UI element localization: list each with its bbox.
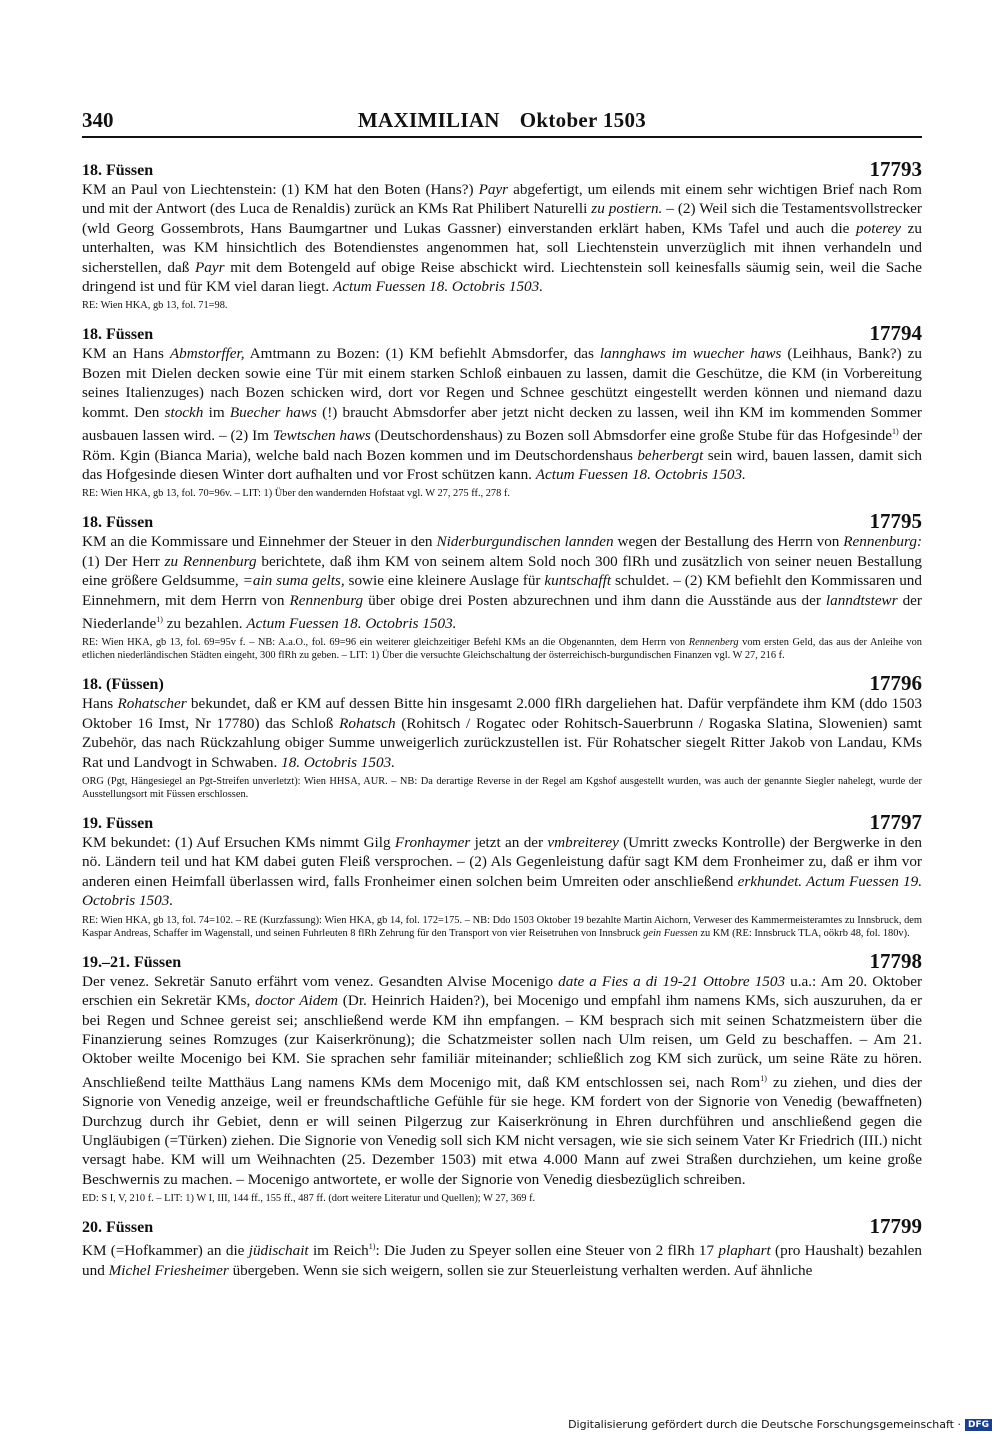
text-run: (Deutschordenshaus) zu Bozen soll Abmsdorfer eine große Stube für das Hofgesinde [370, 427, 893, 445]
italic-text: Michel Friesheimer [108, 1261, 229, 1279]
text-run: KM an Hans [82, 345, 170, 363]
italic-text: erkhundet. Actum Fuessen 19. Octobris 1503. [82, 872, 922, 910]
entry-number: 17795 [869, 509, 922, 534]
running-title [82, 108, 922, 133]
text-run: vom ersten Geld, das aus der Anleihe von etlichen niederländischen Städten eingeht, 300 flRh zu geben. – LIT: 1) Über die versuchte Gleichschaltung der österreichisch-burgundischen Finanzen vgl. W 27, 216 f. [82, 637, 922, 662]
text-run: RE: Wien HKA, gb 13, fol. 70=96v. – LIT: 1) Über den wandernden Hofstaat vgl. W 27, 275 ff., 278 f. [82, 488, 510, 500]
text-run: Amtmann zu Bozen: (1) KM befiehlt Abmsdorfer, das [244, 345, 600, 363]
text-run: KM an die Kommissare und Einnehmer der Steuer in den [82, 533, 437, 551]
text-run: der Röm. Kgin (Bianca Maria), welche bald nach Bozen kommen und im Deutschordenshaus [82, 427, 922, 464]
entry-reference [82, 487, 922, 500]
italic-text: Rennenburg [289, 591, 364, 609]
entry-heading [82, 811, 922, 833]
text-run: ORG (Pgt, Hängesiegel an Pgt-Streifen unverletzt): Wien HHSA, AUR. – NB: Da derartige Reverse in der Regel am Kgshof ausgestellt wurden, was auch der genannte Siegler nahelegt, wurde der Ausstellungsort mit Füssen erschlossen. [82, 776, 922, 801]
text-run: berichtete, daß ihm KM von seinem altem Sold noch 300 flRh und zusätzlich von seiner neuen Bestallung eine größere Geldsumme, [82, 552, 922, 590]
italic-text: Actum Fuessen 18. Octobris 1503. [535, 465, 746, 483]
italic-text: Buecher haws [229, 403, 317, 421]
text-run: im [203, 403, 230, 421]
title-name: MAXIMILIAN [357, 108, 500, 132]
regest-entry [82, 158, 922, 312]
entry-number: 17798 [869, 948, 922, 973]
entry-body [82, 833, 922, 911]
italic-text: Rohatsch [339, 714, 396, 732]
entry-reference [82, 775, 922, 801]
footnote-marker: 1) [760, 1073, 767, 1083]
entry-reference [82, 636, 922, 662]
regest-entry [82, 672, 922, 801]
text-run: wegen der Bestallung des Herrn von [613, 533, 844, 551]
text-run: Hans [82, 695, 118, 713]
text-run: RE: Wien HKA, gb 13, fol. 69=95v f. – NB: A.a.O., fol. 69=96 ein weiterer gleichzeitiger Befehl KMs an die Obgenannten, dem Herrn von [82, 637, 689, 649]
italic-text: Rennenburg: [843, 533, 923, 551]
entry-heading [82, 1215, 922, 1237]
italic-text: Payr [195, 258, 225, 276]
italic-text: plaphart [718, 1242, 771, 1260]
entry-date-place: 18. Füssen [82, 326, 154, 344]
italic-text: 18. Octobris 1503. [281, 753, 395, 771]
italic-text: Rennenberg [688, 637, 739, 649]
regest-entry [82, 510, 922, 662]
italic-text: zu postiern. [591, 200, 663, 218]
text-run: (pro Haushalt) bezahlen und [82, 1242, 923, 1279]
text-run: jetzt an der [470, 834, 548, 852]
text-run: abgefertigt, um eilends mit einem sehr wichtigen Brief nach Rom und mit der Antwort (des Luca de Renaldis) zurück an KMs Rat Philibert Naturelli [82, 181, 922, 218]
regest-entry [82, 322, 922, 500]
italic-text: vmbreiterey [547, 834, 619, 852]
text-run: zu KM (RE: Innsbruck TLA, oökrb 48, fol. 180v). [697, 927, 910, 939]
entry-number: 17797 [869, 810, 922, 835]
text-run: u.a.: Am 20. Oktober erschien ein Sekretär KMs, [82, 972, 923, 1010]
entry-reference [82, 1192, 922, 1205]
text-run: im Reich [308, 1242, 369, 1260]
italic-text: poterey [856, 219, 902, 237]
italic-text: date a Fies a di 19-21 Ottobre 1503 [558, 972, 786, 990]
text-run: bekundet, daß er KM auf dessen Bitte hin insgesamt 2.000 flRh dargeliehen hat. Dafür verpfändete ihm KM (ddo 1503 Oktober 16 Imst, Nr 17780) das Schloß [82, 695, 923, 732]
entry-date-place: 18. Füssen [82, 514, 154, 532]
entry-heading [82, 322, 922, 344]
entry-date-place: 18. (Füssen) [82, 676, 164, 694]
text-run: (!) braucht Abmsdorfer aber jetzt nicht decken zu lassen, weil ihn KM im kommenden Sommer ausbauen lassen wird. – (2) Im [82, 403, 922, 445]
entry-heading [82, 158, 922, 180]
entry-body [82, 1237, 922, 1280]
text-run: sowie eine kleinere Auslage für [344, 572, 545, 590]
entry-body [82, 972, 922, 1190]
italic-text: Niderburgundischen lannden [436, 533, 614, 551]
entry-heading [82, 510, 922, 532]
entry-reference [82, 299, 922, 312]
regest-entry [82, 950, 922, 1206]
footnote-marker: 1) [368, 1242, 376, 1252]
footnote-marker: 1) [892, 427, 899, 437]
text-run: : Die Juden zu Speyer sollen eine Steuer von 2 flRh 17 [375, 1242, 719, 1260]
entry-number: 17796 [869, 671, 922, 696]
page-number: 340 [82, 108, 114, 132]
text-run: der Niederlande [82, 591, 922, 633]
italic-text: Payr [478, 181, 509, 198]
italic-text: Rohatscher [117, 695, 187, 713]
text-run: Der venez. Sekretär Sanuto erfährt vom venez. Gesandten Alvise Mocenigo [82, 972, 559, 990]
text-run: ED: S I, V, 210 f. – LIT: 1) W I, III, 144 ff., 155 ff., 487 ff. (dort weitere Literatur und Quellen); W 27, 369 f. [82, 1193, 536, 1205]
text-run: zu ziehen, und dies der Signorie von Venedig anzeige, weil er freundschaftliche Gefühle für sie hege. KM fordert von der Signorie von Venedig (bewaffneten) Durchzug durch ihr Gebiet, denn er will seinen Pilgerzug zur Kaiserkrönung in Ehren durchführen und anschließend gegen die Ungläubigen (=Türken) ziehen. Die Signorie von Venedig soll sich KM nicht versagen, wie sie sich seinem Vater Kr Friedrich (III.) nicht versagt habe. KM will um Weihnachten (25. Dezember 1503) mit etwa 4.000 Mann auf zwei Straßen durchziehen, um keine große Beschwernis zu machen. – Mocenigo antwortete, er wolle der Signorie von Venedig diesbezüglich schreiben. [82, 1073, 922, 1188]
title-month: Oktober 1503 [519, 108, 647, 132]
italic-text: Fronhaymer [394, 834, 471, 852]
entry-date-place: 18. Füssen [82, 162, 154, 179]
italic-text: =ain suma gelts, [242, 572, 345, 590]
text-run: über obige drei Posten abzurechnen und ihm dann die Ausstände aus der [363, 591, 826, 609]
italic-text: jüdischait [248, 1242, 309, 1260]
entry-body [82, 344, 922, 484]
entry-date-place: 19.–21. Füssen [82, 953, 182, 971]
italic-text: Tewtschen haws [272, 427, 371, 445]
regest-entry [82, 1215, 922, 1280]
entry-date-place: 19. Füssen [82, 815, 154, 833]
italic-text: lannghaws im wuecher haws [599, 345, 782, 363]
italic-text: lanndtstewr [825, 591, 898, 609]
italic-text: beherbergt [637, 446, 704, 464]
entry-body [82, 694, 922, 772]
entry-body [82, 180, 922, 296]
text-run: mit dem Botengeld auf obige Reise abschickt wird. Liechtenstein soll keinesfalls säumig sein, weil die Sache dringend ist und für KM viel daran liegt. [82, 258, 922, 296]
text-run: zu unterhalten, was KM hinsichtlich des Botendienstes angenommen hat, soll Liechtenstein unverzüglich mit ihnen verhandeln und sicherstellen, daß [82, 219, 922, 276]
entries-list [82, 158, 922, 1290]
italic-text: kuntschafft [544, 572, 612, 590]
entry-heading [82, 950, 922, 972]
footer-text: Digitalisierung gefördert durch die Deutsche Forschungsgemeinschaft · [568, 1418, 961, 1431]
italic-text: gein Fuessen [643, 927, 698, 939]
text-run: KM bekundet: (1) Auf Ersuchen KMs nimmt Gilg [82, 834, 395, 852]
running-header [82, 104, 922, 138]
entry-heading [82, 672, 922, 694]
entry-body [82, 532, 922, 633]
italic-text: Actum Fuessen 18. Octobris 1503. [246, 615, 457, 633]
text-run: RE: Wien HKA, gb 13, fol. 74=102. – RE (Kurzfassung): Wien HKA, gb 14, fol. 172=175. – NB: Ddo 1503 Oktober 19 bezahlte Martin Aichorn, Verweser des Kammermeisteramtes zu Innsbruck, dem Kaspar Andreas, Schaffer im Wagenstall, und seinen Fuhrleuten 8 flRh Zehrung für den Transport von vier Reisetruhen von Innsbruck [82, 914, 922, 939]
entry-reference [82, 914, 922, 940]
italic-text: Abmstorffer, [169, 345, 245, 363]
text-run: – (2) Weil sich die Testamentsvollstrecker (wld Georg Gossembrots, Hans Baumgartner und Lukas Gassner) einverstanden erklärt haben, KMs Tafel und auch die [82, 200, 922, 237]
dfg-logo: DFG [965, 1419, 992, 1431]
text-run: (Leihhaus, Bank?) zu Bozen mit Dielen decken sowie eine Tür mit einem starken Schloß einbauen zu lassen, damit die Geschütze, die KM (in Vorbereitung seines Italienzuges) nach Bozen schicken wird, dort vor Regen und Schnee geschützt eingestellt werden können und niemand dazu kommt. Den [82, 345, 922, 421]
text-run: KM an Paul von Liechtenstein: (1) KM hat den Boten (Hans?) [82, 181, 479, 198]
footnote-marker: 1) [156, 614, 163, 624]
italic-text: doctor Aidem [255, 992, 339, 1010]
text-run: KM (=Hofkammer) an die [82, 1242, 249, 1260]
text-run: schuldet. – (2) KM befiehlt den Kommissaren und Einnehmern, mit dem Herrn von [82, 572, 922, 609]
text-run: sein wird, bauen lassen, damit sich das Hofgesinde diesen Winter dort aufhalten und vor Frost schützen kann. [82, 446, 923, 483]
text-run: zu bezahlen. [162, 615, 247, 633]
footer-credit [568, 1418, 992, 1431]
text-run: RE: Wien HKA, gb 13, fol. 71=98. [82, 300, 228, 312]
text-run: (Umritt zwecks Kontrolle) der Bergwerke in den nö. Ländern teil und hat KM dabei guten Fleiß versprochen. – (2) Als Gegenleistung dafür sagt KM dem Fronheimer zu, daß er ihm vor anderen einen Heimfall überlassen wird, falls Fronheimer einen solchen beim Umreiten oder anschließend [82, 834, 923, 890]
text-run: (Rohitsch / Rogatec oder Rohitsch-Sauerbrunn / Rogaska Slatina, Slowenien) samt Zubehör, das nach Rückzahlung obiger Summe unweigerlich zurückzustellen ist. Für Rohatscher siegelt Ritter Jakob von Landau, KMs Rat und Landvogt in Schwaben. [82, 714, 922, 771]
italic-text: zu Rennenburg [164, 552, 257, 570]
italic-text: Actum Fuessen 18. Octobris 1503. [332, 278, 544, 296]
entry-number: 17799 [869, 1214, 922, 1239]
text-run: übergeben. Wenn sie sich weigern, sollen sie zur Steuerleistung verhalten werden. Auf ähnliche [228, 1261, 813, 1279]
text-run: (Dr. Heinrich Haiden?), bei Mocenigo und empfahl ihm namens KMs, sich auszuruhen, da er bei Regen und Schnee gereist sei; anschließend werde KM ihn empfangen. – KM besprach sich mit seinen Schatzmeistern über die Finanzierung seines Romzuges (zur Kaiserkrönung); die Schatzmeister sollen nach Ulm reisen, um Geld zu beschaffen. – Am 21. Oktober weilte Mocenigo bei KM. Sie sprachen sehr familiär miteinander; schließlich zog KM sich zurück, um seine Räte zu hören. Anschließend teilte Matthäus Lang namens KMs dem Mocenigo mit, daß KM entschlossen sei, nach Rom [82, 992, 923, 1091]
italic-text: stockh [164, 403, 204, 421]
entry-number: 17794 [869, 321, 922, 346]
regest-entry [82, 811, 922, 940]
text-run: (1) Der Herr [82, 552, 165, 570]
entry-date-place: 20. Füssen [82, 1219, 154, 1237]
entry-number: 17793 [869, 157, 922, 181]
